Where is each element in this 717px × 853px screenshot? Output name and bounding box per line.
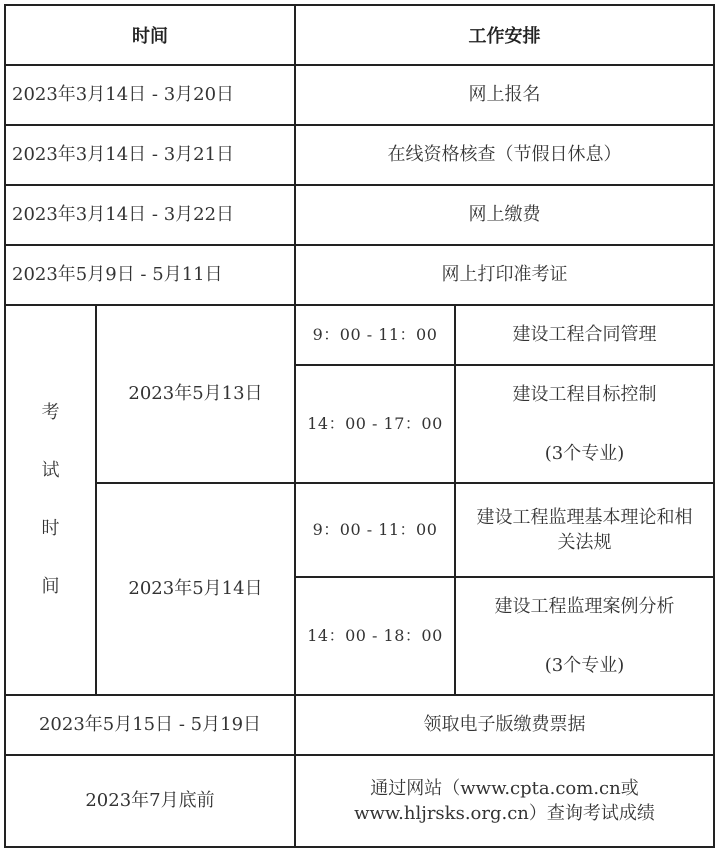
row-work: 网上缴费	[295, 185, 714, 245]
row-time: 2023年3月14日 - 3月21日	[5, 125, 295, 185]
row-time: 2023年7月底前	[5, 755, 295, 847]
table-row	[5, 695, 714, 755]
row-time: 2023年5月15日 - 5月19日	[5, 695, 295, 755]
header-row	[5, 5, 714, 65]
row-work: 领取电子版缴费票据	[295, 695, 714, 755]
table-row	[5, 185, 714, 245]
table-row	[5, 245, 714, 305]
row-work: 网上报名	[295, 65, 714, 125]
exam-time-label: 考 试 时 间	[5, 305, 96, 695]
row-work: 网上打印准考证	[295, 245, 714, 305]
exam-date: 2023年5月14日	[96, 483, 295, 695]
exam-schedule-table	[4, 4, 715, 848]
session-time: 14：00 - 18：00	[295, 577, 455, 695]
session-time: 14：00 - 17：00	[295, 365, 455, 483]
exam-row	[5, 483, 714, 577]
session-time: 9：00 - 11：00	[295, 483, 455, 577]
row-time: 2023年5月9日 - 5月11日	[5, 245, 295, 305]
session-time: 9：00 - 11：00	[295, 305, 455, 365]
row-work: 通过网站（www.cpta.com.cn或 www.hljrsks.org.cn）查询考试成绩	[295, 755, 714, 847]
session-subject: 建设工程监理案例分析 (3个专业)	[455, 577, 714, 695]
session-subject: 建设工程目标控制 (3个专业)	[455, 365, 714, 483]
header-work: 工作安排	[295, 5, 714, 65]
table-row	[5, 755, 714, 847]
session-subject: 建设工程监理基本理论和相 关法规	[455, 483, 714, 577]
header-time: 时间	[5, 5, 295, 65]
exam-date: 2023年5月13日	[96, 305, 295, 483]
exam-row	[5, 305, 714, 365]
session-subject: 建设工程合同管理	[455, 305, 714, 365]
row-time: 2023年3月14日 - 3月20日	[5, 65, 295, 125]
row-work: 在线资格核查（节假日休息）	[295, 125, 714, 185]
table-row	[5, 65, 714, 125]
row-time: 2023年3月14日 - 3月22日	[5, 185, 295, 245]
table-row	[5, 125, 714, 185]
